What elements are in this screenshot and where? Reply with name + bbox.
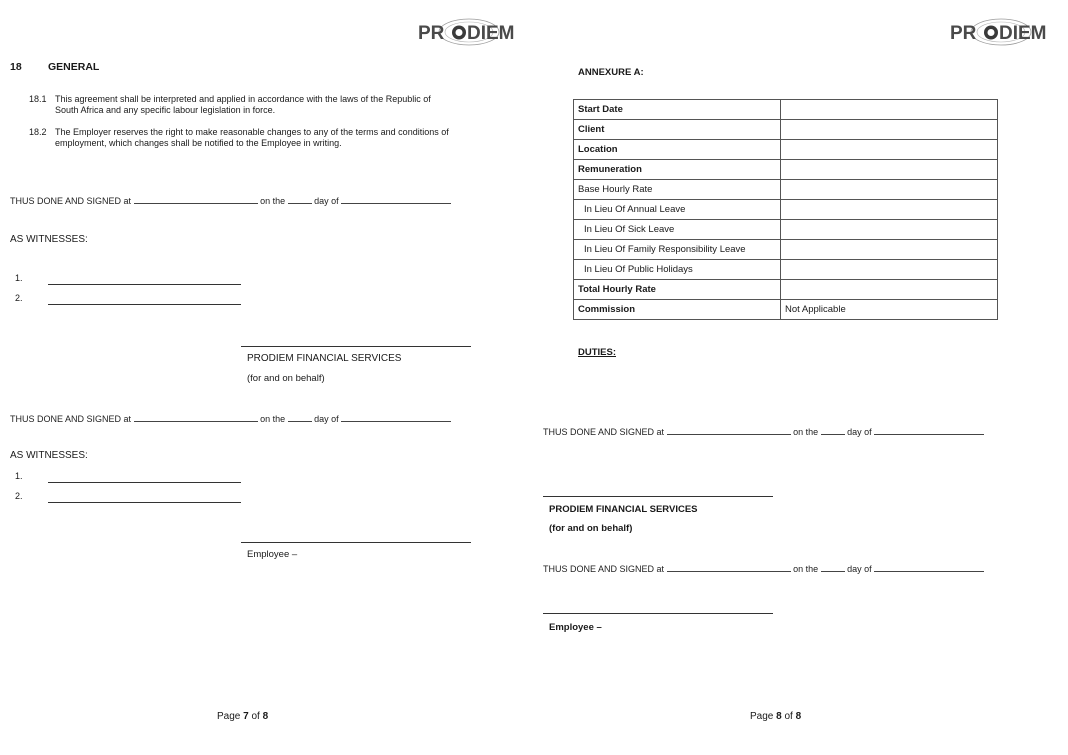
witness-number: 2.: [15, 293, 23, 303]
on-the-label: on the: [793, 427, 819, 437]
row-label: Base Hourly Rate: [574, 180, 781, 200]
company-name: PRODIEM FINANCIAL SERVICES: [247, 353, 402, 364]
on-the-label: on the: [260, 414, 286, 424]
table-row: [574, 180, 998, 200]
place-field[interactable]: [134, 413, 258, 422]
on-the-label: on the: [793, 564, 819, 574]
witness-signature-line[interactable]: [48, 482, 241, 483]
row-label: Location: [574, 140, 781, 160]
signature-line[interactable]: [543, 613, 773, 614]
place-field[interactable]: [667, 426, 791, 435]
table-row: [574, 220, 998, 240]
clause-line: South Africa and any specific labour legislation in force.: [55, 105, 276, 115]
table-row: [574, 240, 998, 260]
row-label: Remuneration: [574, 160, 781, 180]
row-label: In Lieu Of Family Responsibility Leave: [574, 240, 781, 260]
table-row: [574, 160, 998, 180]
row-label: Start Date: [574, 100, 781, 120]
logo-text-right: DIEM: [467, 23, 515, 44]
row-label: In Lieu Of Sick Leave: [574, 220, 781, 240]
signature-line[interactable]: [241, 346, 471, 347]
logo-text-left: PR: [950, 23, 977, 44]
clause-line: The Employer reserves the right to make reasonable changes to any of the terms and conditions of: [55, 127, 449, 137]
clause-line: This agreement shall be interpreted and applied in accordance with the laws of the Republic of: [55, 94, 431, 104]
clause-line: employment, which changes shall be notified to the Employee in writing.: [55, 138, 342, 148]
row-value[interactable]: [781, 180, 998, 200]
table-row: [574, 100, 998, 120]
prodiem-logo-graphic: [948, 16, 1054, 48]
page-of: of: [784, 711, 793, 722]
row-value[interactable]: Not Applicable: [781, 300, 998, 320]
day-field[interactable]: [821, 563, 845, 572]
annexure-heading: ANNEXURE A:: [578, 67, 644, 78]
day-field[interactable]: [821, 426, 845, 435]
page-8: [534, 0, 1068, 755]
row-label: In Lieu Of Public Holidays: [574, 260, 781, 280]
month-field[interactable]: [341, 413, 451, 422]
employee-label: Employee –: [247, 549, 298, 560]
signature-line[interactable]: [543, 496, 773, 497]
row-label: In Lieu Of Annual Leave: [574, 200, 781, 220]
page-prefix: Page: [750, 711, 774, 722]
section-title: GENERAL: [48, 61, 100, 73]
witness-signature-line[interactable]: [48, 502, 241, 503]
row-value[interactable]: [781, 140, 998, 160]
table-row: [574, 120, 998, 140]
day-field[interactable]: [288, 413, 312, 422]
table-row: [574, 260, 998, 280]
clause-number: 18.2: [29, 127, 47, 137]
clause-text: [55, 94, 431, 116]
signature-line[interactable]: [241, 542, 471, 543]
clause-text: [55, 127, 449, 149]
page-of: of: [251, 711, 260, 722]
day-of-label: day of: [847, 427, 872, 437]
duties-heading: DUTIES:: [578, 347, 616, 358]
witness-number: 1.: [15, 273, 23, 283]
witness-number: 2.: [15, 491, 23, 501]
logo-text-left: PR: [418, 23, 445, 44]
month-field[interactable]: [341, 195, 451, 204]
on-the-label: on the: [260, 196, 286, 206]
prodiem-logo-graphic: [416, 16, 522, 48]
signed-at-label: THUS DONE AND SIGNED at: [10, 414, 132, 424]
page-prefix: Page: [217, 711, 241, 722]
row-value[interactable]: [781, 120, 998, 140]
row-value[interactable]: [781, 240, 998, 260]
signed-at-row: [10, 195, 451, 206]
company-name: PRODIEM FINANCIAL SERVICES: [549, 504, 698, 515]
page-current: 8: [776, 711, 782, 722]
page-number: [750, 711, 801, 722]
witnesses-heading: AS WITNESSES:: [10, 234, 88, 245]
place-field[interactable]: [134, 195, 258, 204]
page-total: 8: [795, 711, 802, 722]
row-label: Client: [574, 120, 781, 140]
month-field[interactable]: [874, 563, 984, 572]
table-row: [574, 300, 998, 320]
signed-at-row: [543, 426, 984, 437]
row-value[interactable]: [781, 160, 998, 180]
day-field[interactable]: [288, 195, 312, 204]
row-value[interactable]: [781, 220, 998, 240]
logo-text-right: DIEM: [999, 23, 1047, 44]
row-value[interactable]: [781, 100, 998, 120]
day-of-label: day of: [314, 414, 339, 424]
row-value[interactable]: [781, 280, 998, 300]
section-number: 18: [10, 61, 22, 73]
signed-at-row: [10, 413, 451, 424]
page-current: 7: [243, 711, 249, 722]
table-row: [574, 280, 998, 300]
prodiem-logo: [416, 16, 522, 48]
prodiem-logo: [948, 16, 1054, 48]
signed-at-row: [543, 563, 984, 574]
row-label: Commission: [574, 300, 781, 320]
signed-at-label: THUS DONE AND SIGNED at: [10, 196, 132, 206]
on-behalf-label: (for and on behalf): [549, 523, 633, 534]
day-of-label: day of: [847, 564, 872, 574]
place-field[interactable]: [667, 563, 791, 572]
page-number: [217, 711, 268, 722]
witness-number: 1.: [15, 471, 23, 481]
witness-signature-line[interactable]: [48, 304, 241, 305]
table-row: [574, 200, 998, 220]
annexure-table: [573, 99, 998, 320]
signed-at-label: THUS DONE AND SIGNED at: [543, 564, 665, 574]
witnesses-heading: AS WITNESSES:: [10, 450, 88, 461]
row-value[interactable]: [781, 200, 998, 220]
signed-at-label: THUS DONE AND SIGNED at: [543, 427, 665, 437]
on-behalf-label: (for and on behalf): [247, 373, 325, 384]
page-total: 8: [262, 711, 269, 722]
employee-label: Employee –: [549, 622, 602, 633]
row-value[interactable]: [781, 260, 998, 280]
day-of-label: day of: [314, 196, 339, 206]
table-row: [574, 140, 998, 160]
witness-signature-line[interactable]: [48, 284, 241, 285]
row-label: Total Hourly Rate: [574, 280, 781, 300]
clause-number: 18.1: [29, 94, 47, 104]
month-field[interactable]: [874, 426, 984, 435]
